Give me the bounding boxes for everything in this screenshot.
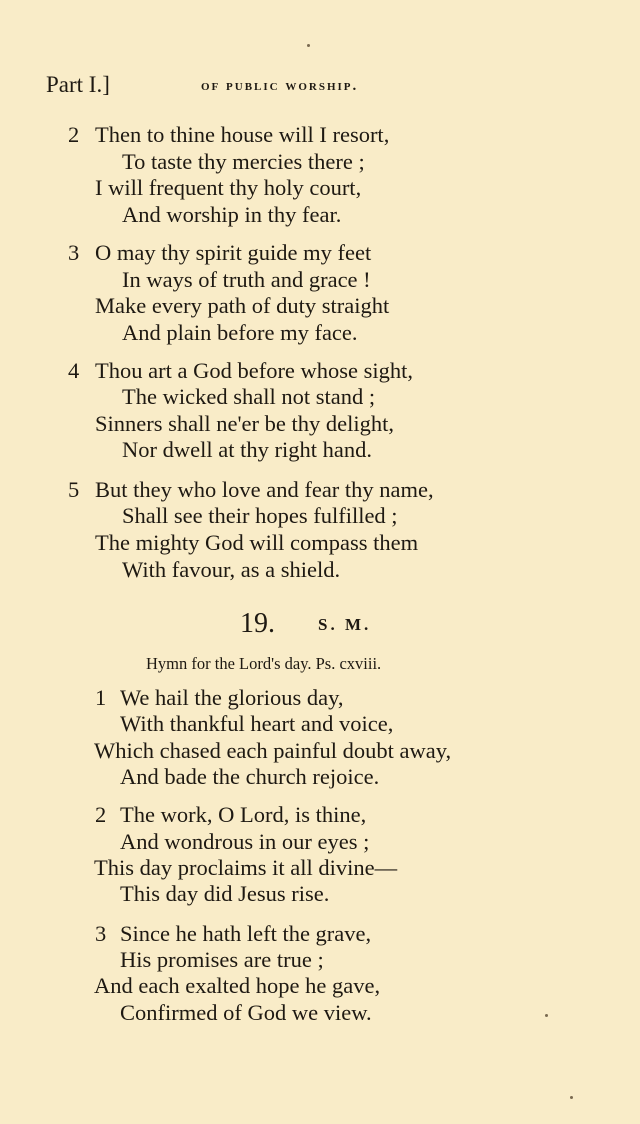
verse-number: 2 [95, 802, 107, 827]
verse-number: 1 [95, 685, 107, 710]
hymn-subtitle: Hymn for the Lord's day. Ps. cxviii. [146, 654, 382, 673]
verse-line: Which chased each painful doubt away, [94, 738, 452, 763]
verse-line: With favour, as a shield. [122, 557, 341, 582]
verse-line: In ways of truth and grace ! [122, 267, 371, 292]
verse-line: This day did Jesus rise. [120, 881, 330, 906]
verse-line: Shall see their hopes fulfilled ; [122, 503, 398, 528]
verse-line: Nor dwell at thy right hand. [122, 437, 372, 462]
verse-line: I will frequent thy holy court, [95, 175, 362, 200]
page-speck [307, 44, 310, 47]
verse-line: Since he hath left the grave, [120, 921, 372, 946]
verse-number: 5 [68, 477, 80, 502]
verse-line: The wicked shall not stand ; [122, 384, 376, 409]
verse-line: His promises are true ; [120, 947, 324, 972]
page-speck [570, 1096, 573, 1099]
hymn-number: 19. [240, 608, 275, 639]
verse-line: But they who love and fear thy name, [95, 477, 434, 502]
verse-number: 2 [68, 122, 80, 147]
verse-number: 3 [68, 240, 80, 265]
header-title: of public worship. [201, 78, 359, 94]
verse-line: And wondrous in our eyes ; [120, 829, 370, 854]
verse-line: The work, O Lord, is thine, [120, 802, 367, 827]
verse-line: To taste thy mercies there ; [122, 149, 365, 174]
verse-line: We hail the glorious day, [120, 685, 344, 710]
running-header [46, 72, 466, 102]
verse-line: O may thy spirit guide my feet [95, 240, 372, 265]
verse-line: This day proclaims it all divine— [94, 855, 398, 880]
hymn-meter: S. M. [318, 615, 372, 634]
page-speck [545, 1014, 548, 1017]
verse-line: And each exalted hope he gave, [94, 973, 381, 998]
verse-line: Then to thine house will I resort, [95, 122, 390, 147]
verse-line: Make every path of duty straight [95, 293, 390, 318]
header-part: Part I.] [46, 72, 110, 97]
verse-number: 3 [95, 921, 107, 946]
verse-line: With thankful heart and voice, [120, 711, 394, 736]
verse-line: Sinners shall ne'er be thy delight, [95, 411, 394, 436]
verse-line: And plain before my face. [122, 320, 358, 345]
verse-number: 4 [68, 358, 80, 383]
verse-line: Thou art a God before whose sight, [95, 358, 414, 383]
verse-line: And worship in thy fear. [122, 202, 342, 227]
verse-line: Confirmed of God we view. [120, 1000, 372, 1025]
verse-line: The mighty God will compass them [95, 530, 419, 555]
verse-line: And bade the church rejoice. [120, 764, 380, 789]
